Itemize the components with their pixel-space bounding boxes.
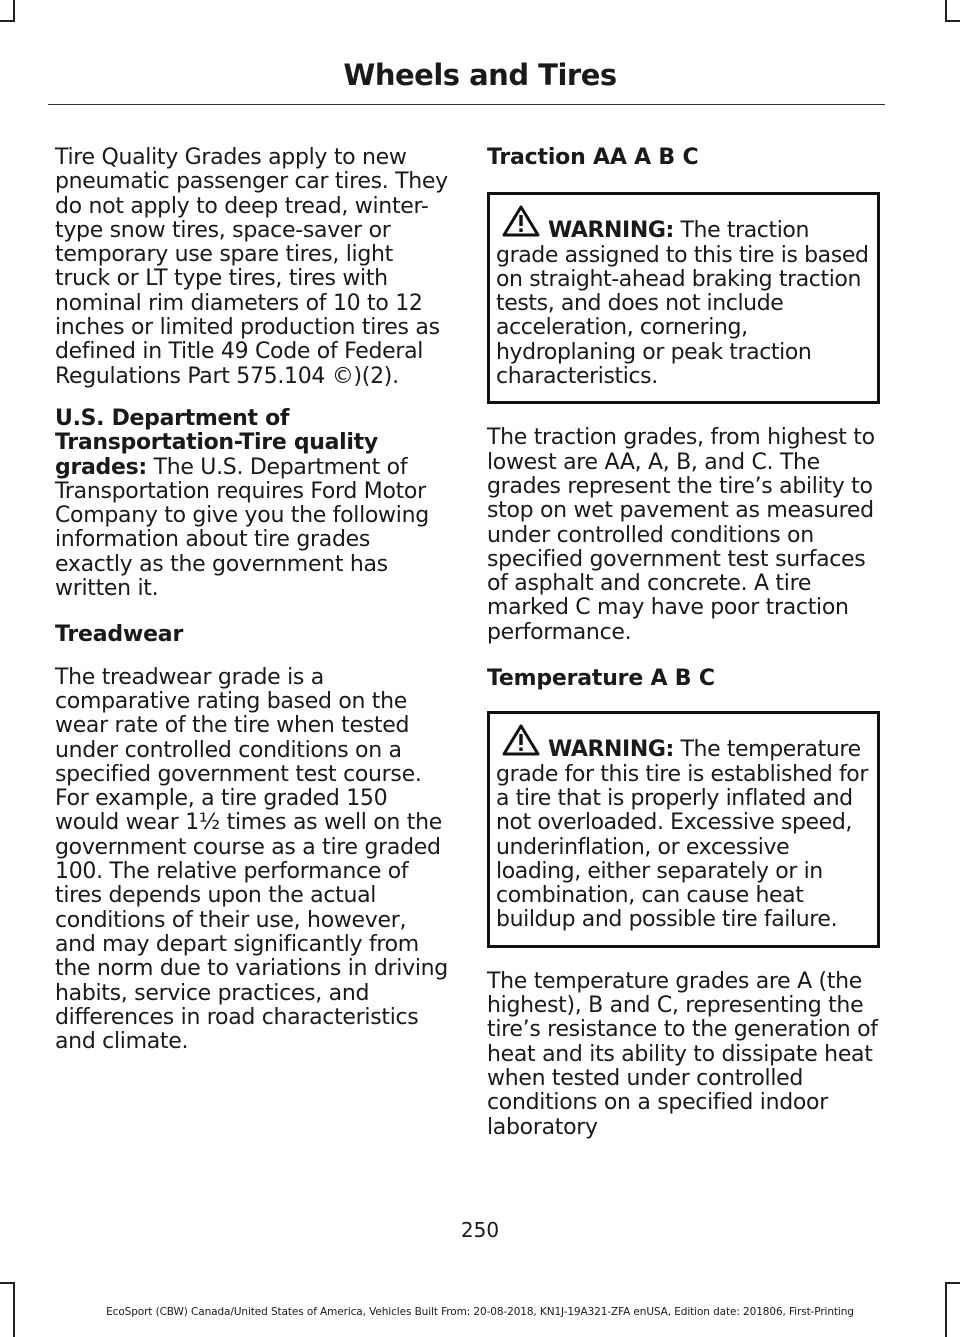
treadwear-paragraph: The treadwear grade is a comparative rating based on the wear rate of the tire when tested under controlled conditions on a specified government test course. For example, a tire graded 150 would wear 1½ times as well on the government course as a tire graded 100. The relative performance of tires depends upon the actual conditions of their use, however, and may depart significantly from the norm due to variations in driving habits, service practices, and differences in road characteristics and climate.	[55, 664, 448, 1055]
page-number: 250	[460, 1218, 500, 1242]
warning-triangle-icon	[502, 205, 540, 237]
crop-mark-bottom-right-h	[945, 1282, 960, 1284]
traction-warning-box	[487, 192, 880, 404]
temperature-warning-box	[487, 711, 880, 947]
traction-heading: Traction AA A B C	[487, 145, 699, 170]
page-title: Wheels and Tires	[343, 58, 617, 92]
dot-paragraph	[55, 407, 448, 601]
warning-triangle-icon	[502, 724, 540, 756]
traction-warning-text: WARNING: The traction grade assigned to this tire is based on straight-ahead braking traction tests, and does not include acceleration, cornering, hydroplaning or peak traction characteristics.	[496, 218, 869, 390]
traction-warning-label: WARNING:	[548, 218, 674, 244]
header-divider	[48, 104, 885, 105]
left-column	[55, 146, 448, 1054]
traction-paragraph: The traction grades, from highest to lowest are AA, A, B, and C. The grades represent the tire’s ability to stop on wet pavement as measured under controlled conditions on specified government test surfaces of asphalt and concrete. A tire marked C may have poor traction performance.	[487, 425, 875, 645]
edition-info: EcoSport (CBW) Canada/United States of America, Vehicles Built From: 20-08-2018, KN1J-19A321-ZFA enUSA, Edition date: 201806, First-Printing	[106, 1306, 854, 1318]
crop-mark-top-right-h	[945, 20, 960, 22]
crop-mark-bottom-left-h	[0, 1282, 15, 1284]
dot-heading: U.S. Department of Transportation-Tire quality grades:	[55, 405, 378, 480]
temperature-heading: Temperature A B C	[487, 666, 715, 692]
dot-text: The U.S. Department of Transportation requires Ford Motor Company to give you the following information about tire grades exactly as the government has written it.	[55, 454, 429, 602]
crop-mark-top-left-v	[13, 0, 15, 22]
crop-mark-top-left-h	[0, 20, 15, 22]
temperature-warning-label: WARNING:	[548, 737, 674, 763]
crop-mark-top-right-v	[945, 0, 947, 22]
treadwear-heading: Treadwear	[55, 622, 184, 648]
temperature-warning-text: WARNING: The temperature grade for this tire is established for a tire that is properly inflated and not overloaded. Excessive speed, underinflation, or excessive loading, either separately or in combination, can cause heat buildup and possible tire failure.	[496, 737, 869, 933]
intro-paragraph: Tire Quality Grades apply to new pneumatic passenger car tires. They do not apply to deep tread, winter-type snow tires, space-saver or temporary use spare tires, light truck or LT type tires, tires with nominal rim diameters of 10 to 12 inches or limited production tires as defined in Title 49 Code of Federal Regulations Part 575.104 ©)(2).	[55, 145, 448, 389]
temperature-paragraph: The temperature grades are A (the highest), B and C, representing the tire’s resistance to the generation of heat and its ability to dissipate heat when tested under controlled conditions on a specified indoor laboratory	[487, 968, 878, 1140]
right-column	[487, 146, 880, 1140]
